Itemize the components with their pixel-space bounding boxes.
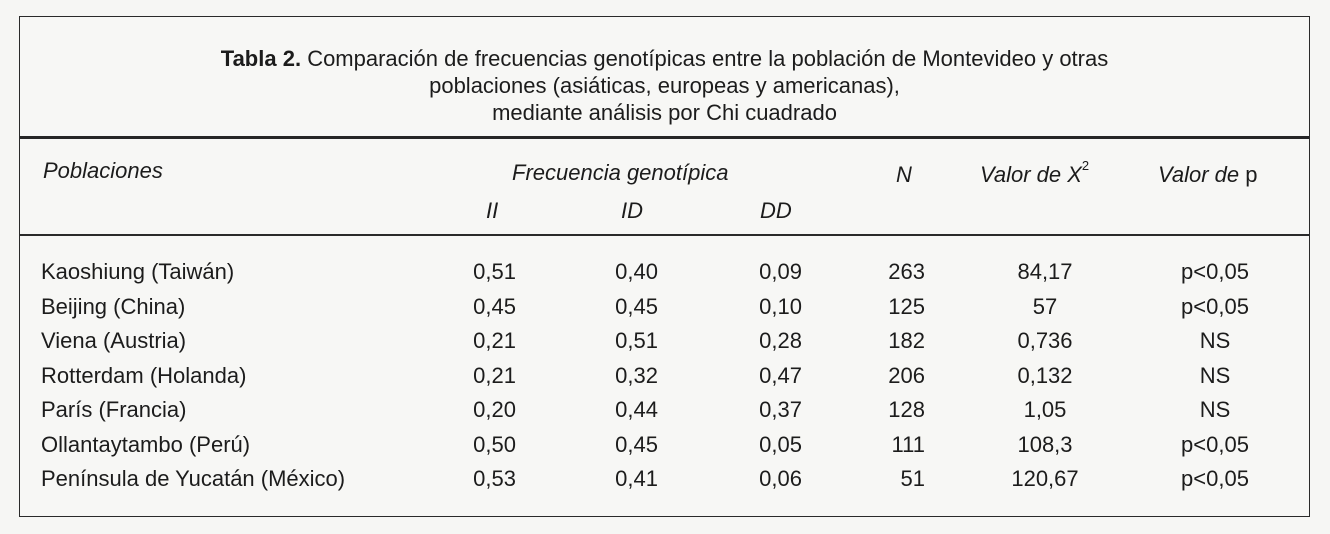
cell-population: París (Francia) [41, 397, 187, 422]
cell-id: 0,51 [615, 328, 658, 353]
cell-p: NS [1199, 397, 1231, 422]
cell-p: NS [1199, 362, 1231, 388]
cell-id: 0,41 [615, 466, 658, 491]
cell-population: Ollantaytambo (Perú) [41, 431, 251, 457]
table-row [20, 432, 1309, 466]
cell-n: 51 [900, 466, 925, 491]
cell-ii: 0,50 [473, 431, 516, 457]
cell-p: p<0,05 [1181, 293, 1249, 319]
caption-line-3: mediante análisis por Chi cuadrado [492, 100, 837, 125]
header-p-value [1158, 162, 1258, 188]
cell-p: p<0,05 [1181, 259, 1249, 284]
cell-chi: 84,17 [1017, 259, 1073, 284]
caption-divider [20, 136, 1309, 139]
header-id: ID [621, 198, 643, 223]
table-row [20, 397, 1309, 431]
cell-chi: 1,05 [1023, 397, 1067, 422]
cell-id: 0,40 [615, 259, 658, 284]
cell-ii: 0,53 [473, 466, 516, 491]
cell-n: 182 [888, 328, 925, 353]
table-row [20, 259, 1309, 293]
cell-dd: 0,47 [759, 362, 802, 388]
cell-dd: 0,09 [759, 259, 802, 284]
table-caption [20, 45, 1309, 126]
cell-population: Península de Yucatán (México) [41, 466, 346, 491]
cell-id: 0,45 [615, 293, 658, 319]
cell-chi: 0,736 [1017, 328, 1073, 353]
cell-dd: 0,28 [759, 328, 802, 353]
table-row [20, 294, 1309, 328]
header-chi-label: Valor de X [980, 162, 1082, 187]
cell-population: Beijing (China) [41, 293, 186, 319]
header-p-symbol: p [1245, 162, 1258, 187]
header-ii: II [486, 198, 499, 223]
cell-dd: 0,06 [759, 466, 802, 491]
caption-text-1: Comparación de frecuencias genotípicas entre la población de Montevideo y otras [307, 46, 1109, 71]
cell-id: 0,45 [615, 431, 658, 457]
cell-chi: 57 [1032, 293, 1058, 319]
header-divider [20, 234, 1309, 236]
table-row [20, 466, 1309, 500]
cell-ii: 0,20 [473, 397, 516, 422]
cell-population: Viena (Austria) [41, 328, 187, 353]
table-row [20, 363, 1309, 397]
cell-p: p<0,05 [1181, 466, 1249, 491]
cell-p: p<0,05 [1181, 431, 1249, 457]
header-chi-value [980, 158, 1090, 188]
header-p-label: Valor de [1158, 162, 1240, 187]
cell-chi: 120,67 [1011, 466, 1079, 491]
table-frame [19, 16, 1310, 517]
cell-dd: 0,10 [759, 293, 802, 319]
cell-n: 128 [888, 397, 925, 422]
cell-p: NS [1199, 328, 1231, 353]
header-genotype-frequency: Frecuencia genotípica [512, 160, 729, 185]
caption-line-2: poblaciones (asiáticas, europeas y americanas), [429, 73, 900, 98]
header-dd: DD [760, 198, 792, 223]
cell-ii: 0,51 [473, 259, 516, 284]
cell-ii: 0,21 [473, 362, 516, 388]
cell-population: Rotterdam (Holanda) [41, 362, 247, 388]
cell-n: 111 [891, 431, 925, 457]
header-populations: Poblaciones [43, 158, 163, 183]
caption-label: Tabla 2. [220, 46, 302, 71]
cell-ii: 0,45 [473, 293, 516, 319]
cell-chi: 0,132 [1017, 362, 1073, 388]
header-chi-superscript: 2 [1081, 158, 1090, 173]
cell-dd: 0,05 [759, 431, 802, 457]
cell-id: 0,44 [615, 397, 658, 422]
cell-chi: 108,3 [1017, 431, 1073, 457]
cell-n: 206 [888, 362, 925, 388]
cell-ii: 0,21 [473, 328, 516, 353]
cell-n: 125 [888, 293, 925, 319]
header-n: N [896, 162, 912, 187]
cell-id: 0,32 [615, 362, 658, 388]
caption-line-1 [20, 45, 1309, 72]
cell-dd: 0,37 [759, 397, 802, 422]
table-row [20, 328, 1309, 362]
cell-n: 263 [888, 259, 925, 284]
cell-population: Kaoshiung (Taiwán) [41, 259, 235, 284]
